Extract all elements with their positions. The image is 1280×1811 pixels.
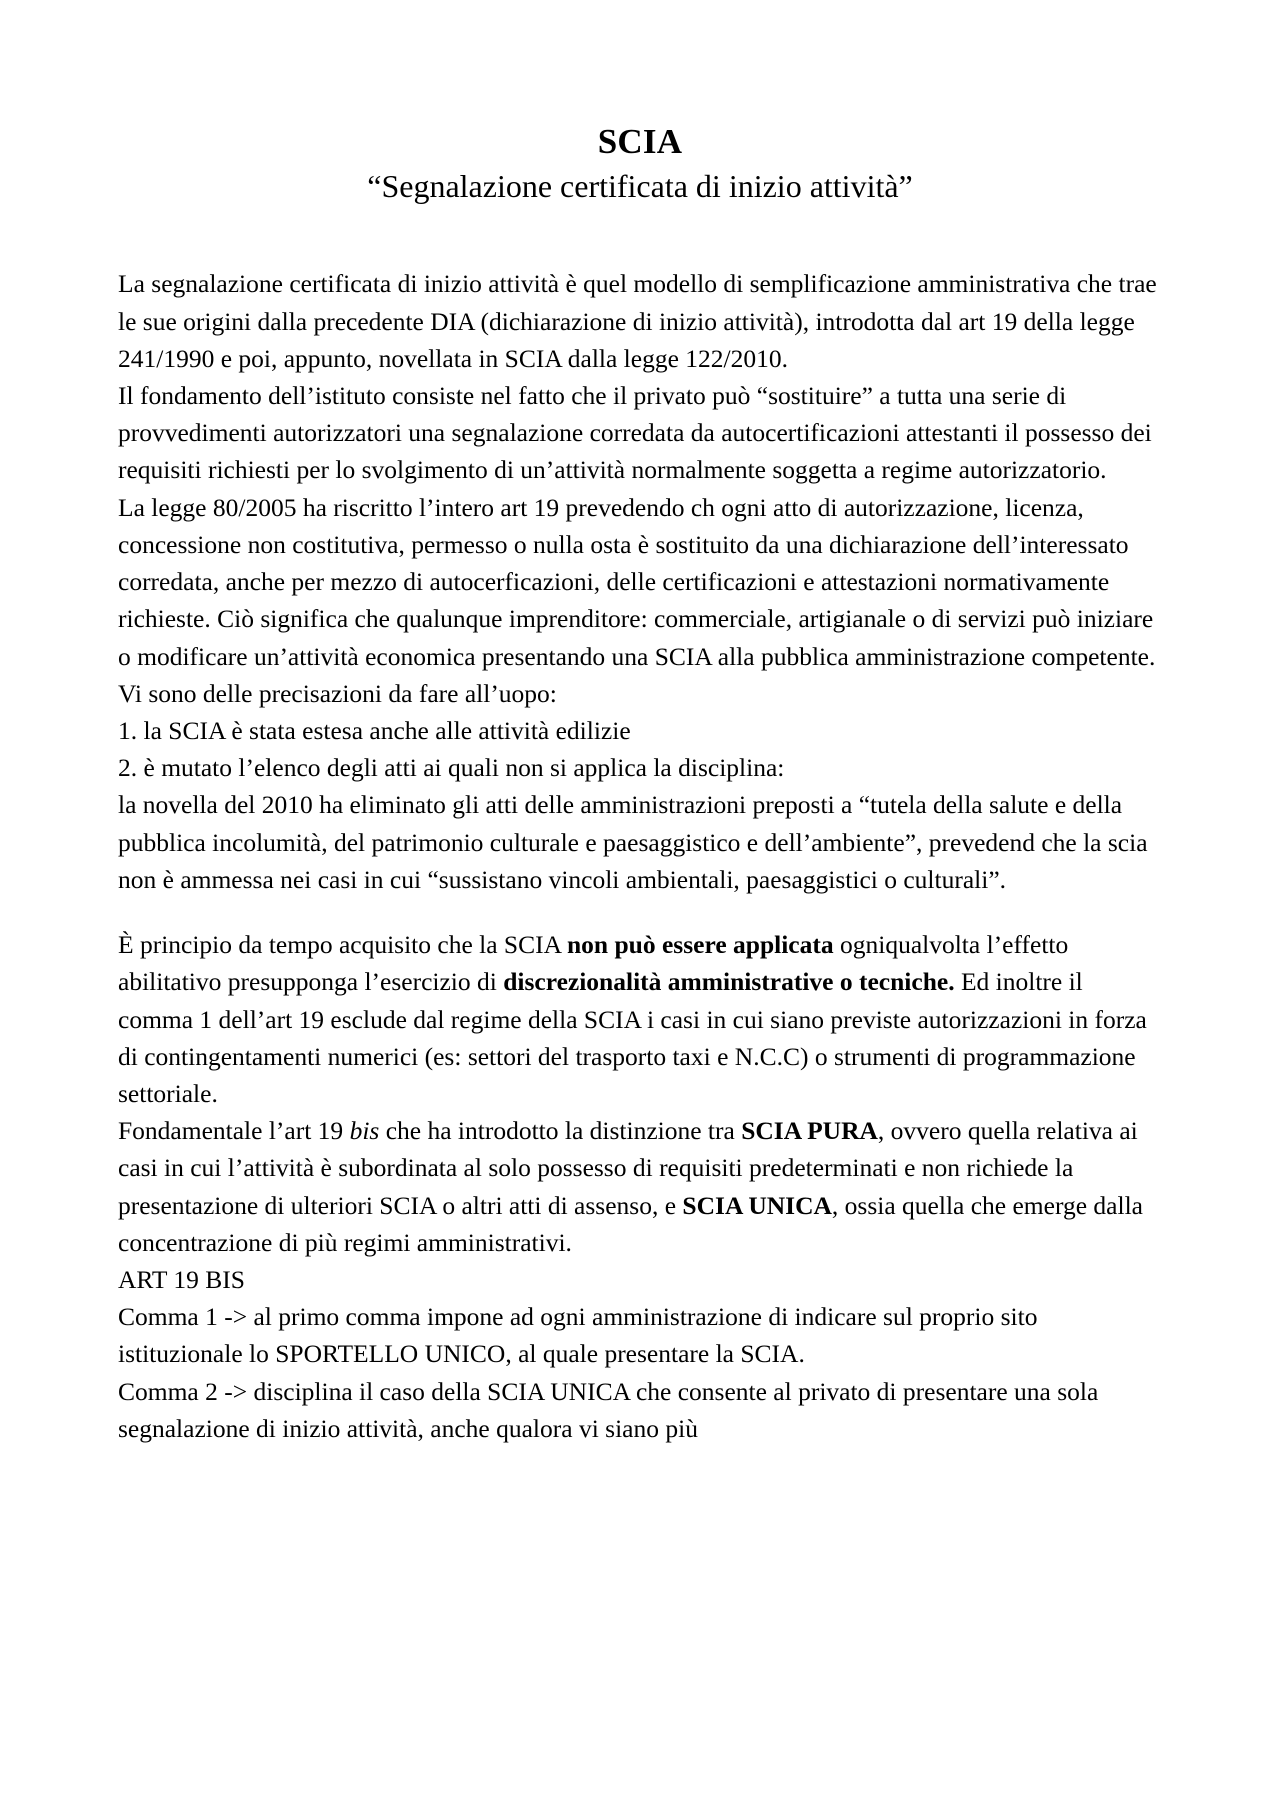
page-subtitle: “Segnalazione certificata di inizio attività”	[367, 167, 913, 204]
paragraph-spacer	[118, 898, 1162, 926]
paragraph-rich: È principio da tempo acquisito che la SCIA non può essere applicata ogniqualvolta l’effetto abilitativo presupponga l’esercizio di discrezionalità amministrative o tecniche. Ed inoltre il comma 1 dell’art 19 esclude dal regime della SCIA i casi in cui siano previste autorizzazioni in forza di contingentamenti numerici (es: settori del trasporto taxi e N.C.C) o strumenti di programmazione settoriale.	[118, 930, 1147, 1108]
page-title: SCIA	[597, 122, 683, 161]
list-item: 2. è mutato l’elenco degli atti ai quali non si applica la disciplina:	[118, 753, 785, 783]
paragraph-rich: Comma 2 -> disciplina il caso della SCIA UNICA che consente al privato di presentare una sola segnalazione di inizio attività, anche qualora vi siano più	[118, 1376, 1099, 1443]
list-item: 1. la SCIA è stata estesa anche alle attività edilizie	[118, 715, 631, 745]
paragraph-rich: Fondamentale l’art 19 bis che ha introdotto la distinzione tra SCIA PURA, ovvero quella relativa ai casi in cui l’attività è subordinata al solo possesso di requisiti predeterminati e non richiede la presentazione di ulteriori SCIA o altri atti di assenso, e SCIA UNICA, ossia quella che emerge dalla concentrazione di più regimi amministrativi.	[118, 1116, 1143, 1257]
paragraph: Vi sono delle precisazioni da fare all’uopo:	[118, 678, 557, 708]
paragraph: La segnalazione certificata di inizio attività è quel modello di semplificazione amministrativa che trae le sue origini dalla precedente DIA (dichiarazione di inizio attività), introdotta dal art 19 della legge 241/1990 e poi, appunto, novellata in SCIA dalla legge 122/2010.	[118, 269, 1157, 373]
paragraph: La legge 80/2005 ha riscritto l’intero art 19 prevedendo ch ogni atto di autorizzazione, licenza, concessione non costitutiva, permesso o nulla osta è sostituito da una dichiarazione dell’interessato corredata, anche per mezzo di autocerficazioni, delle certificazioni e attestazioni normativamente richieste. Ciò significa che qualunque imprenditore: commerciale, artigianale o di servizi può iniziare o modificare un’attività economica presentando una SCIA alla pubblica amministrazione competente.	[118, 492, 1156, 671]
paragraph: la novella del 2010 ha eliminato gli atti delle amministrazioni preposti a “tutela della salute e della pubblica incolumità, del patrimonio culturale e paesaggistico e dell’ambiente”, prevedend che la scia non è ammessa nei casi in cui “sussistano vincoli ambientali, paesaggistici o culturali”.	[118, 790, 1148, 894]
section-heading: ART 19 BIS	[118, 1265, 245, 1295]
paragraph-rich: Comma 1 -> al primo comma impone ad ogni amministrazione di indicare sul proprio sito istituzionale lo SPORTELLO UNICO, al quale presentare la SCIA.	[118, 1302, 1038, 1369]
paragraph: Il fondamento dell’istituto consiste nel fatto che il privato può “sostituire” a tutta una serie di provvedimenti autorizzatori una segnalazione corredata da autocertificazioni attestanti il possesso dei requisiti richiesti per lo svolgimento di un’attività normalmente soggetta a regime autorizzatorio.	[118, 381, 1152, 485]
